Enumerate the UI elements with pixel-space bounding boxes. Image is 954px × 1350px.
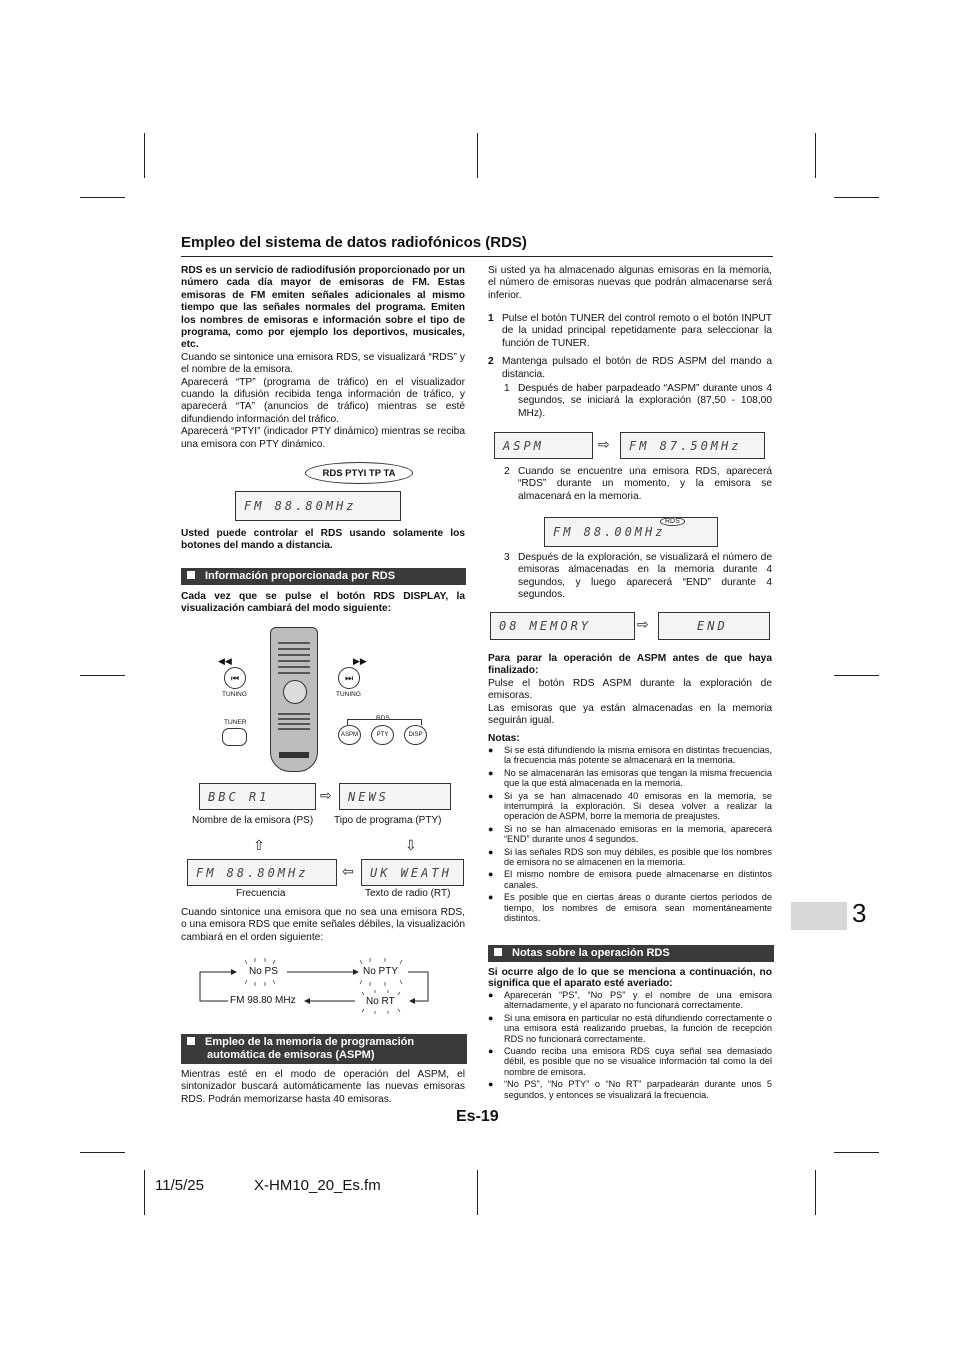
arrow-right-icon: ⇨ — [637, 617, 649, 633]
substep-text: Después de haber parpadeado “ASPM” durante unos 4 segundos, se iniciará la exploración (87,50 - 108,00 MHz). — [518, 383, 772, 419]
footer-file: X-HM10_20_Es.fm — [254, 1177, 381, 1194]
aspm-intro: Mientras esté en el modo de operación del ASPM, el sintonizador buscará automáticamente las nuevas emisoras RDS. Podrán memorizarse hasta 40 emisoras. — [181, 1069, 465, 1105]
lcd-aspm — [494, 432, 593, 459]
aspm-button[interactable] — [338, 725, 361, 745]
crop-mark — [80, 675, 125, 676]
callout-text: RDS PTYI TP TA — [322, 467, 396, 479]
tuning-label: TUNING — [336, 691, 361, 698]
lcd-text: END — [697, 619, 728, 633]
paragraph: Pulse el botón RDS ASPM durante la exploración de emisoras. — [488, 677, 772, 702]
notes-title: Notas: — [488, 733, 520, 745]
next-icon: ▶▶ — [353, 656, 367, 666]
list-item: ● Cuando reciba una emisora RDS cuya señal sea demasiado débil, es posible que no se visualice información tal como la del nombre de emisora. — [488, 1046, 772, 1077]
list-item: ● Si ya se han almacenado 40 emisoras en la memoria, se interrumpirá la exploración. Si desea volver a realizar la operación de ASPM, borre la memoria de preajustes. — [488, 791, 772, 822]
arrow-right-icon: ⇨ — [598, 437, 610, 453]
step-number: 2 — [488, 356, 494, 368]
crop-mark — [834, 675, 879, 676]
section-header — [488, 945, 774, 962]
lcd-memory — [490, 612, 635, 640]
crop-mark — [80, 197, 125, 198]
lcd-text: FM 88.80MHz — [196, 865, 309, 880]
list-item: ● Si no se han almacenado emisoras en la memoria, aparecerá “END” durante unos 4 segundos. — [488, 824, 772, 845]
rds-notes-list — [488, 990, 772, 1102]
lcd-found — [544, 517, 718, 547]
crop-mark — [834, 1152, 879, 1153]
prev-icon: ◀◀ — [218, 656, 232, 666]
steps — [488, 313, 772, 424]
rds-label: RDS — [376, 715, 390, 722]
page-number: Es-19 — [456, 1108, 499, 1125]
arrow-up-icon: ⇧ — [253, 838, 265, 854]
aspm-label: ASPM — [340, 732, 358, 738]
footer-date: 11/5/25 — [155, 1177, 204, 1194]
flow-no-rt: No RT — [366, 996, 395, 1007]
chapter-tab — [791, 902, 847, 930]
substep-1 — [488, 383, 772, 420]
list-item: ● Si las señales RDS son muy débiles, es posible que los nombres de emisora no se almacenen en la memoria. — [488, 847, 772, 868]
lcd-text: FM 88.00MHz — [553, 525, 666, 539]
caption-pty: Tipo de programa (PTY) — [334, 815, 442, 826]
crop-mark — [815, 133, 816, 178]
crop-mark — [834, 197, 879, 198]
crop-mark — [144, 1170, 145, 1215]
square-icon — [494, 948, 502, 956]
step-1 — [488, 313, 772, 350]
lcd-text: FM 87.50MHz — [629, 438, 742, 453]
left-intro — [181, 265, 465, 451]
list-item: ● Aparecerán “PS”, “No PS” y el nombre de una emisora alternadamente, y el aparato no funcionará correctamente. — [488, 990, 772, 1011]
list-item: ● “No PS”, “No PTY” o “No RT” parpadearán durante unos 5 segundos, y entonces se visualizará la frecuencia. — [488, 1079, 772, 1100]
step-2 — [488, 356, 772, 381]
substep-number: 3 — [504, 552, 510, 563]
lcd-pty — [339, 783, 451, 810]
tuner-label: TUNER — [224, 719, 247, 726]
crop-mark — [477, 133, 478, 178]
lcd-text: ASPM — [503, 438, 544, 453]
rds-callout — [305, 462, 413, 484]
stop-title: Para parar la operación de ASPM antes de que haya finalizado: — [488, 653, 772, 677]
right-intro: Si usted ya ha almacenado algunas emisoras en la memoria, el número de emisoras nuevas que podrán almacenarse será inferior. — [488, 265, 772, 301]
section-title: Empleo de la memoria de programación automática de emisoras (ASPM) — [205, 1036, 415, 1061]
remote-button-grid — [278, 710, 310, 732]
lcd-freq — [187, 859, 337, 886]
flow-diagram — [190, 958, 440, 1014]
crop-mark — [815, 1170, 816, 1215]
step-number: 1 — [488, 313, 494, 324]
substep-2 — [488, 466, 772, 507]
remote-logo — [279, 752, 309, 758]
section-title: Información proporcionada por RDS — [205, 570, 396, 582]
step-text: Pulse el botón TUNER del control remoto o el botón INPUT de la unidad principal repetidamente para seleccionar la función de TUNER. — [502, 313, 772, 349]
non-rds-note: Cuando sintonice una emisora que no sea una emisora RDS, o una emisora RDS que emite señales débiles, la visualización cambiará en el orden siguiente: — [181, 907, 465, 943]
arrow-right-icon: ⇨ — [320, 788, 332, 804]
caption-ps: Nombre de la emisora (PS) — [192, 815, 314, 826]
remote-control-illustration — [270, 627, 318, 772]
list-item: ● No se almacenarán las emisoras que tengan la misma frecuencia que la que está almacenada en la memoria. — [488, 768, 772, 789]
step-text: Mantenga pulsado el botón de RDS ASPM del mando a distancia. — [502, 356, 772, 380]
page-title: Empleo del sistema de datos radiofónicos (RDS) — [181, 234, 527, 251]
paragraph: Las emisoras que ya están almacenadas en la memoria seguirán igual. — [488, 702, 772, 727]
caption-rt: Texto de radio (RT) — [365, 888, 451, 899]
square-icon — [187, 571, 195, 579]
intro-bold: RDS es un servicio de radiodifusión proporcionado por un número cada día mayor de emisoras de FM. Estas emisoras de FM emiten señales adicionales al mismo tiempo que las señales normales del programa. Emiten los nombres de emisoras e información sobre el tipo de programa, como por ejemplo los deportivos, musicales, etc. — [181, 265, 465, 351]
caption-freq: Frecuencia — [236, 888, 286, 899]
notes-list — [488, 745, 772, 926]
paragraph: Aparecerá “PTYI” (indicador PTY dinámico) mientras se reciba una emisora con PTY dinámico. — [181, 426, 465, 450]
chapter-number: 3 — [852, 898, 867, 928]
disp-button[interactable] — [404, 725, 427, 745]
lcd-main — [235, 491, 401, 521]
substep-number: 2 — [504, 466, 510, 477]
remote-dpad — [283, 680, 307, 704]
rds-bracket — [347, 719, 422, 725]
arrow-left-icon: ⇦ — [342, 864, 354, 880]
lcd-text: FM 88.80MHz — [244, 499, 357, 513]
crop-mark — [477, 1170, 478, 1215]
lcd-ps — [199, 783, 316, 810]
flow-no-ps: No PS — [249, 966, 278, 977]
pty-label: PTY — [376, 732, 389, 738]
arrow-down-icon: ⇩ — [405, 838, 417, 854]
lcd-rt — [361, 859, 464, 886]
rds-badge: RDS — [660, 517, 685, 526]
substep — [488, 552, 772, 602]
list-item: ● Si una emisora en particular no está difundiendo correctamente o una emisora está realizando pruebas, la función de recepción RDS no funcionará correctamente. — [488, 1013, 772, 1044]
control-note: Usted puede controlar el RDS usando solamente los botones del mando a distancia. — [181, 528, 465, 552]
substep-text: Después de la exploración, se visualizará el número de emisoras almacenadas en la memoria durante 4 segundos, y luego aparecerá “END” durante 4 segundos. — [518, 552, 772, 601]
lcd-end — [658, 612, 770, 640]
substep-text: Cuando se encuentre una emisora RDS, aparecerá “RDS” durante un momento, y la emisora se almacenará en la memoria. — [518, 466, 772, 502]
lcd-text: BBC R1 — [208, 789, 270, 804]
section1-intro: Cada vez que se pulse el botón RDS DISPLAY, la visualización cambiará del modo siguiente: — [181, 591, 465, 615]
substep-3 — [488, 552, 772, 606]
crop-mark — [80, 1152, 125, 1153]
list-item: ● Es posible que en ciertas áreas o durante ciertos períodos de tiempo, los nombres de emisora sean momentáneamente distintos. — [488, 892, 772, 923]
section-title: Notas sobre la operación RDS — [512, 947, 670, 959]
disp-label: DISP — [408, 732, 423, 738]
substep — [488, 466, 772, 503]
title-rule — [181, 256, 773, 257]
tuning-up-button[interactable]: ⏭ — [338, 667, 360, 689]
list-item: ● El mismo nombre de emisora puede almacenarse en distintos canales. — [488, 869, 772, 890]
square-icon — [187, 1037, 195, 1045]
lcd-text: UK WEATH — [370, 865, 452, 880]
section3-intro: Si ocurre algo de lo que se menciona a continuación, no significa que el aparato esté averiado: — [488, 967, 772, 989]
lcd-text: NEWS — [348, 789, 389, 804]
flow-no-pty: No PTY — [363, 966, 399, 977]
lcd-text: 08 MEMORY — [499, 619, 592, 633]
crop-mark — [144, 133, 145, 178]
paragraph: Cuando se sintonice una emisora RDS, se visualizará “RDS” y el nombre de la emisora. — [181, 351, 465, 376]
list-item: ● Si se está difundiendo la misma emisora en distintas frecuencias, la frecuencia más potente se almacenará en la memoria. — [488, 745, 772, 766]
tuning-label: TUNING — [222, 691, 247, 698]
pty-button[interactable] — [371, 725, 394, 745]
remote-button-grid — [278, 638, 310, 678]
tuning-down-button[interactable]: ⏮ — [224, 667, 246, 689]
lcd-scan — [620, 432, 765, 459]
section-header — [181, 568, 466, 585]
substep-number: 1 — [504, 383, 510, 395]
paragraph: Aparecerá “TP” (programa de tráfico) en el visualizador cuando la difusión recibida tenga información de tráfico, y aparecerá “TA” (anuncios de tráfico) mientras se esté difundiendo información del tráfico. — [181, 376, 465, 425]
tuner-button[interactable] — [222, 728, 247, 746]
flow-freq: FM 98.80 MHz — [230, 995, 296, 1006]
stop-aspm — [488, 653, 772, 746]
section-header — [181, 1034, 467, 1064]
